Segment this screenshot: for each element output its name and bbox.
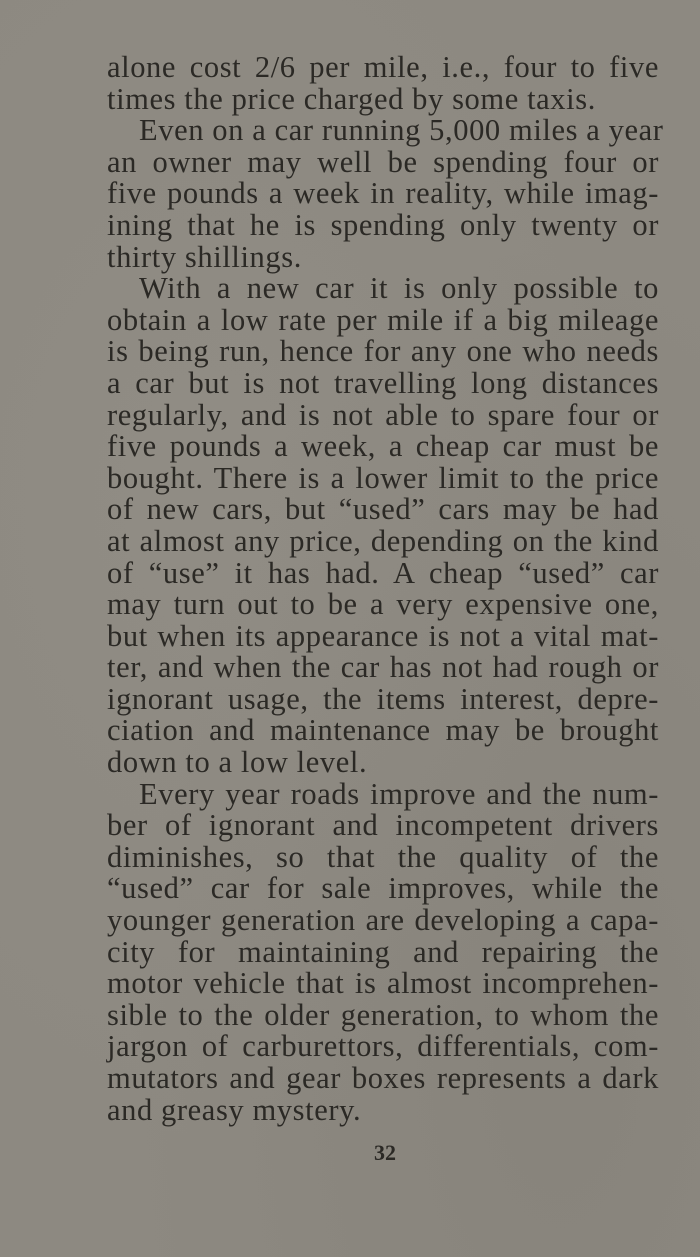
body-text bbox=[107, 50, 664, 1127]
text-line: ber of ignorant and incompetent drivers bbox=[107, 808, 659, 843]
text-line: five pounds a week, a cheap car must be bbox=[107, 429, 659, 464]
text-line: sible to the older generation, to whom the bbox=[107, 997, 659, 1032]
text-line: diminishes, so that the quality of the bbox=[107, 839, 659, 874]
text-line: times the price charged by some taxis. bbox=[107, 81, 596, 116]
text-line: a car but is not travelling long distances bbox=[107, 365, 659, 400]
text-line: is being run, hence for any one who needs bbox=[107, 334, 659, 369]
text-line: an owner may well be spending four or bbox=[107, 144, 659, 179]
text-line: of new cars, but “used” cars may be had bbox=[107, 492, 659, 527]
text-line: five pounds a week in reality, while imag- bbox=[107, 176, 659, 211]
page-number: 32 bbox=[374, 1140, 396, 1165]
text-line: bought. There is a lower limit to the price bbox=[107, 460, 659, 495]
paragraph bbox=[107, 113, 664, 274]
text-line: alone cost 2/6 per mile, i.e., four to five bbox=[107, 50, 659, 84]
paragraph bbox=[107, 273, 659, 779]
text-line: motor vehicle that is almost incomprehen- bbox=[107, 966, 659, 1001]
text-line: thirty shillings. bbox=[107, 239, 302, 274]
text-line: obtain a low rate per mile if a big mileage bbox=[107, 302, 659, 337]
text-line: Every year roads improve and the num- bbox=[139, 776, 659, 811]
text-line: ining that he is spending only twenty or bbox=[107, 207, 659, 242]
text-line: of “use” it has had. A cheap “used” car bbox=[107, 555, 659, 590]
text-line: regularly, and is not able to spare four or bbox=[107, 397, 659, 432]
paragraph bbox=[107, 52, 659, 115]
text-line: With a new car it is only possible to bbox=[139, 271, 659, 306]
text-line: jargon of carburettors, differentials, com- bbox=[107, 1029, 659, 1064]
text-line: ciation and maintenance may be brought bbox=[107, 713, 659, 748]
text-line: ter, and when the car has not had rough or bbox=[107, 650, 659, 685]
text-line: and greasy mystery. bbox=[107, 1092, 362, 1127]
text-line: younger generation are developing a capa- bbox=[107, 903, 659, 938]
text-line: may turn out to be a very expensive one, bbox=[107, 587, 659, 622]
text-line: “used” car for sale improves, while the bbox=[107, 871, 659, 906]
text-line: mutators and gear boxes represents a dark bbox=[107, 1061, 659, 1095]
text-line: but when its appearance is not a vital mat- bbox=[107, 618, 659, 653]
text-line: ignorant usage, the items interest, depre- bbox=[107, 681, 659, 716]
text-line: Even on a car running 5,000 miles a year bbox=[139, 113, 664, 148]
paragraph bbox=[107, 776, 659, 1127]
text-line: down to a low level. bbox=[107, 745, 368, 780]
text-line: city for maintaining and repairing the bbox=[107, 934, 659, 969]
text-line: at almost any price, depending on the kind bbox=[107, 523, 659, 558]
